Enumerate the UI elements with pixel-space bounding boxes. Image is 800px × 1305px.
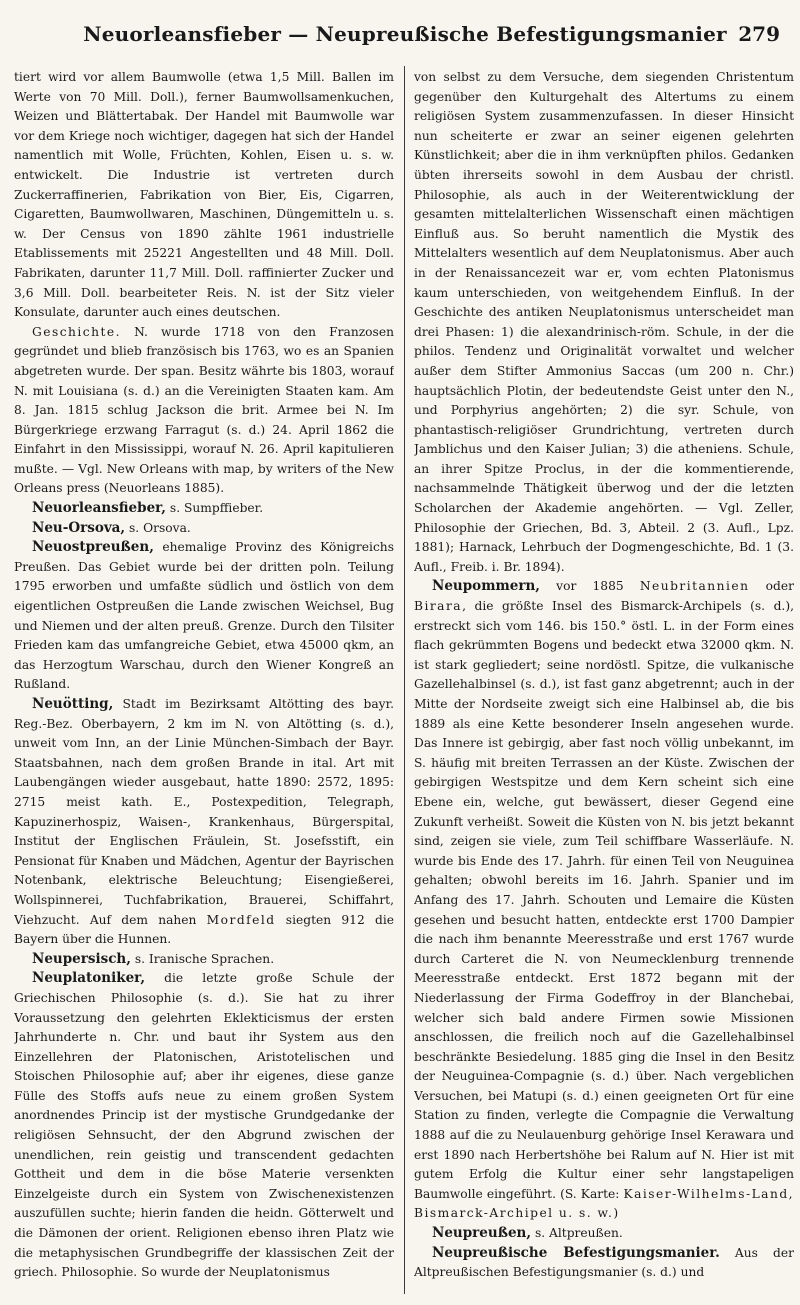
page-number: 279 xyxy=(738,22,780,46)
entry-text: ) xyxy=(613,1206,619,1221)
page-header xyxy=(30,14,780,54)
history-text: N. wurde 1718 von den Franzosen gegründet und blieb französisch bis 1763, wo es an Spanien abgetreten wurde. Der span. Besitz währte bis 1803, worauf N. mit Louisiana (s. d.) an die Vereinigten Staaten kam. Am 8. Jan. 1815 schlug Jackson die brit. Armee bei N. Im Bürgerkriege erzwang Farragut (s. d.) 24. April 1862 die Einfahrt in den Mississippi, worauf N. 26. April kapitulieren mußte. — Vgl. New Orleans with map, by writers of the New Orleans press (Neuorleans 1885). xyxy=(14,324,394,496)
entry-text: siegten 912 die Bayern über die Hunnen. xyxy=(14,912,394,947)
entry-text: s. Sumpffieber. xyxy=(166,501,264,516)
entry-text: s. Iranische Sprachen. xyxy=(130,951,275,966)
entry-text: Stadt im Bezirksamt Altötting des bayr. Reg.-Bez. Oberbayern, 2 km im N. von Altötting (s. d.), unweit vom Inn, an der Linie München-Simbach der Bayr. Staatsbahnen, nach dem großen Brande in ital. Art mit Laubengängen wieder ausgebaut, hatte 1890: 2572, 1895: 2715 meist kath. E., Postexpedition, Telegraph, Kapuzinerhospiz, Waisen-, Krankenhaus, Bürgerspital, Institut der Englischen Fräulein, St. Josefsstift, ein Pensionat für Knaben und Mädchen, Agentur der Bayrischen Notenbank, elektrische Beleuchtung; Eisengießerei, Wollspinnerei, Tuchfabrikation, Brauerei, Schiffahrt, Viehzucht. Auf dem nahen xyxy=(14,697,394,927)
history-paragraph xyxy=(14,323,394,499)
entry-text: oder xyxy=(749,579,794,594)
entry-neupersisch xyxy=(14,950,394,970)
spaced-term: Kaiser-Wilhelms-Land, Bismarck-Archipel u. s. w. xyxy=(414,1186,794,1221)
headword: Neuplatoniker, xyxy=(32,970,146,987)
entry-neupommern xyxy=(414,577,794,1224)
entry-neupreussische-befestigungsmanier xyxy=(414,1244,794,1283)
entry-text: ehemalige Provinz des Königreichs Preußen. Das Gebiet wurde bei der dritten poln. Teilung 1795 erworben und umfaßte südlich und östlich von dem eigentlichen Ostpreußen die Lande zwischen Weichsel, Bug und Niemen und der alten preuß. Grenze. Durch den Tilsiter Frieden kam das umfangreiche Gebiet, etwa 45000 qkm, an das Herzogtum Warschau, durch den Wiener Kongreß an Rußland. xyxy=(14,540,394,692)
continued-paragraph: tiert wird vor allem Baumwolle (etwa 1,5 Mill. Ballen im Werte von 70 Mill. Doll.), ferner Baumwollsamenkuchen, Weizen und Blättertabak. Der Handel mit Baumwolle war vor dem Kriege noch wichtiger, dagegen hat sich der Handel namentlich mit Wolle, Früchten, Kohlen, Eisen u. s. w. entwickelt. Die Industrie ist vertreten durch Zuckerraffinerien, Fabrikation von Bier, Eis, Cigarren, Cigaretten, Baumwollwaren, Maschinen, Düngemitteln u. s. w. Der Census von 1890 zählte 1961 industrielle Etablissements mit 25221 Angestellten und 48 Mill. Doll. Fabrikaten, darunter 11,7 Mill. Doll. raffinierter Zucker und 3,6 Mill. Doll. bearbeiteter Reis. N. ist der Sitz vieler Konsulate, darunter auch eines deutschen. xyxy=(14,70,394,320)
running-head: Neuorleansfieber — Neupreußische Befestigungsmanier xyxy=(83,22,727,46)
headword: Neuostpreußen, xyxy=(32,539,154,556)
entry-text: die letzte große Schule der Griechischen Philosophie (s. d.). Sie hat zu ihrer Voraussetzung den gelehrten Eklekticismus der ersten Jahrhunderte n. Chr. und baut ihr System aus den Einzellehren der Platonischen, Aristotelischen und Stoischen Philosophie auf; aber ihr eigenes, diese ganze Fülle des Stoffs aufs neue zu einem großen System anordnendes Princip ist der mystische Grundgedanke der religiösen Sehnsucht, der den Abgrund zwischen der unendlichen, rein geistig und transcendent gedachten Gottheit und dem in die böse Materie versenkten Einzelgeiste durch ein System von Zwischenexistenzen auszufüllen suchte; hierin fanden die heidn. Götterwelt und die Dämonen der orient. Religionen ebenso ihren Platz wie die metaphysischen Grundbegriffe der klassischen Zeit der griech. Philosophie. So wurde der Neuplatonismus xyxy=(14,971,394,1280)
entry-neuostpreussen xyxy=(14,538,394,695)
entry-neuorleansfieber xyxy=(14,499,394,519)
entry-neu-orsova xyxy=(14,519,394,539)
headword: Neuorleansfieber, xyxy=(32,500,167,517)
headword: Neu-Orsova, xyxy=(32,519,126,536)
section-label: Geschichte. xyxy=(32,324,121,339)
headword: Neupommern, xyxy=(432,578,540,595)
headword: Neupreußen, xyxy=(432,1225,532,1242)
spaced-term: Mordfeld xyxy=(206,912,276,927)
entry-text: vor 1885 xyxy=(539,579,640,594)
entry-text: s. Altpreußen. xyxy=(531,1226,623,1241)
entry-text: s. Orsova. xyxy=(125,520,191,535)
headword: Neuötting, xyxy=(32,696,114,712)
headword: Neupreußische Befestigungsmanier. xyxy=(432,1244,720,1261)
entry-neupreussen xyxy=(414,1224,794,1244)
entry-neuplatoniker xyxy=(14,969,394,1283)
column-divider xyxy=(404,66,405,1294)
headword: Neupersisch, xyxy=(32,950,131,967)
left-column xyxy=(14,68,394,1298)
entry-text: , die größte Insel des Bismarck-Archipels (s. d.), erstreckt sich vom 146. bis 150.° östl. L. in der Form eines flach gekrümmten Bogens und bedeckt etwa 32000 qkm. N. ist stark gegliedert; seine nordöstl. Spitze, die vulkanische Gazellehalbinsel (s. d.), ist fast ganz abgetrennt; auch in der Mitte der Nordseite zweigt sich eine Halbinsel ab, die bis 1889 als eine Kette besonderer Inseln angesehen wurde. Das Innere ist gebirgig, aber fast noch völlig unbekannt, im S. häufig mit breiten Terrassen an der Küste. Zwischen der gebirgigen Westspitze und dem Kern scheint sich eine Ebene ein, welche, gut bewässert, dieser Gegend eine Zukunft verheißt. Soweit die Küsten von N. bis jetzt bekannt sind, zeigen sie viele, zum Teil schiffbare Wasserläufe. N. wurde bis Ende des 17. Jahrh. für einen Teil von Neuguinea gehalten; obwohl bereits im 16. Jahrh. Spanier und im Anfang des 17. Jahrh. Schouten und Lemaire die Küsten gesehen und besucht hatten, entdeckte erst 1700 Dampier die nach ihm benannte Meeresstraße und erst 1767 wurde durch Carteret die N. von Neumecklenburg trennende Meeresstraße entdeckt. Erst 1872 begann mit der Niederlassung der Firma Godeffroy in der Blanchebai, welcher sich bald andere Firmen sowie Missionen anschlossen, die freilich noch auf die Gazellehalbinsel beschränkte Besiedelung. 1885 ging die Insel in den Besitz der Neuguinea-Compagnie (s. d.) über. Nach vergeblichen Versuchen, bei Matupi (s. d.) einen geeigneten Ort für eine Station zu finden, verlegte die Compagnie die Verwaltung 1888 auf die zu Neulauenburg gehörige Insel Kerawara und erst 1890 nach Herbertshöhe bei Ralum auf N. Hier ist mit gutem Erfolg die Kultur einer sehr langstapeligen Baumwolle eingeführt. (S. Karte: xyxy=(414,599,794,1201)
continued-paragraph: von selbst zu dem Versuche, dem siegenden Christentum gegenüber den Kulturgehalt des Altertums zu einem religiösen System zusammenzufassen. In dieser Hinsicht nun scheiterte er zwar an seiner eigenen gelehrten Künstlichkeit; aber die in ihm verknüpften philos. Gedanken übten ihrerseits sowohl in dem Ausbau der christl. Philosophie, als auch in der Weiterentwicklung der gesamten mittelalterlichen Wissenschaft einen mächtigen Einfluß aus. So beruht namentlich die Mystik des Mittelalters wesentlich auf dem Neuplatonismus. Aber auch in der Renaissancezeit war er, vom echten Platonismus kaum unterschieden, von weitgehendem Einfluß. In der Geschichte des antiken Neuplatonismus unterscheidet man drei Phasen: 1) die alexandrinisch-röm. Schule, in der die philos. Tendenz und Originalität vorwaltet und welcher außer dem Stifter Ammonius Saccas (um 200 n. Chr.) hauptsächlich Plotin, der bedeutendste Geist unter den N., und Porphyrius angehörten; 2) die syr. Schule, von phantastisch-religiöser Grundrichtung, vertreten durch Jamblichus und den Kaiser Julian; 3) die atheniens. Schule, an ihrer Spitze Proclus, in der die kommentierende, nachsammelnde Thätigkeit überwog und der die letzten Scholarchen der Akademie angehörten. — Vgl. Zeller, Philosophie der Griechen, Bd. 3, Abteil. 2 (3. Aufl., Lpz. 1881); Harnack, Lehrbuch der Dogmengeschichte, Bd. 1 (3. Aufl., Freib. i. Br. 1894). xyxy=(414,70,794,574)
spaced-term: Birara xyxy=(414,599,463,614)
right-column xyxy=(414,68,794,1298)
entry-neuoetting xyxy=(14,695,394,950)
entry-text: Aus der Altpreußischen Befestigungsmanier (s. d.) und xyxy=(414,1245,794,1280)
spaced-term: Neubritannien xyxy=(639,579,750,594)
